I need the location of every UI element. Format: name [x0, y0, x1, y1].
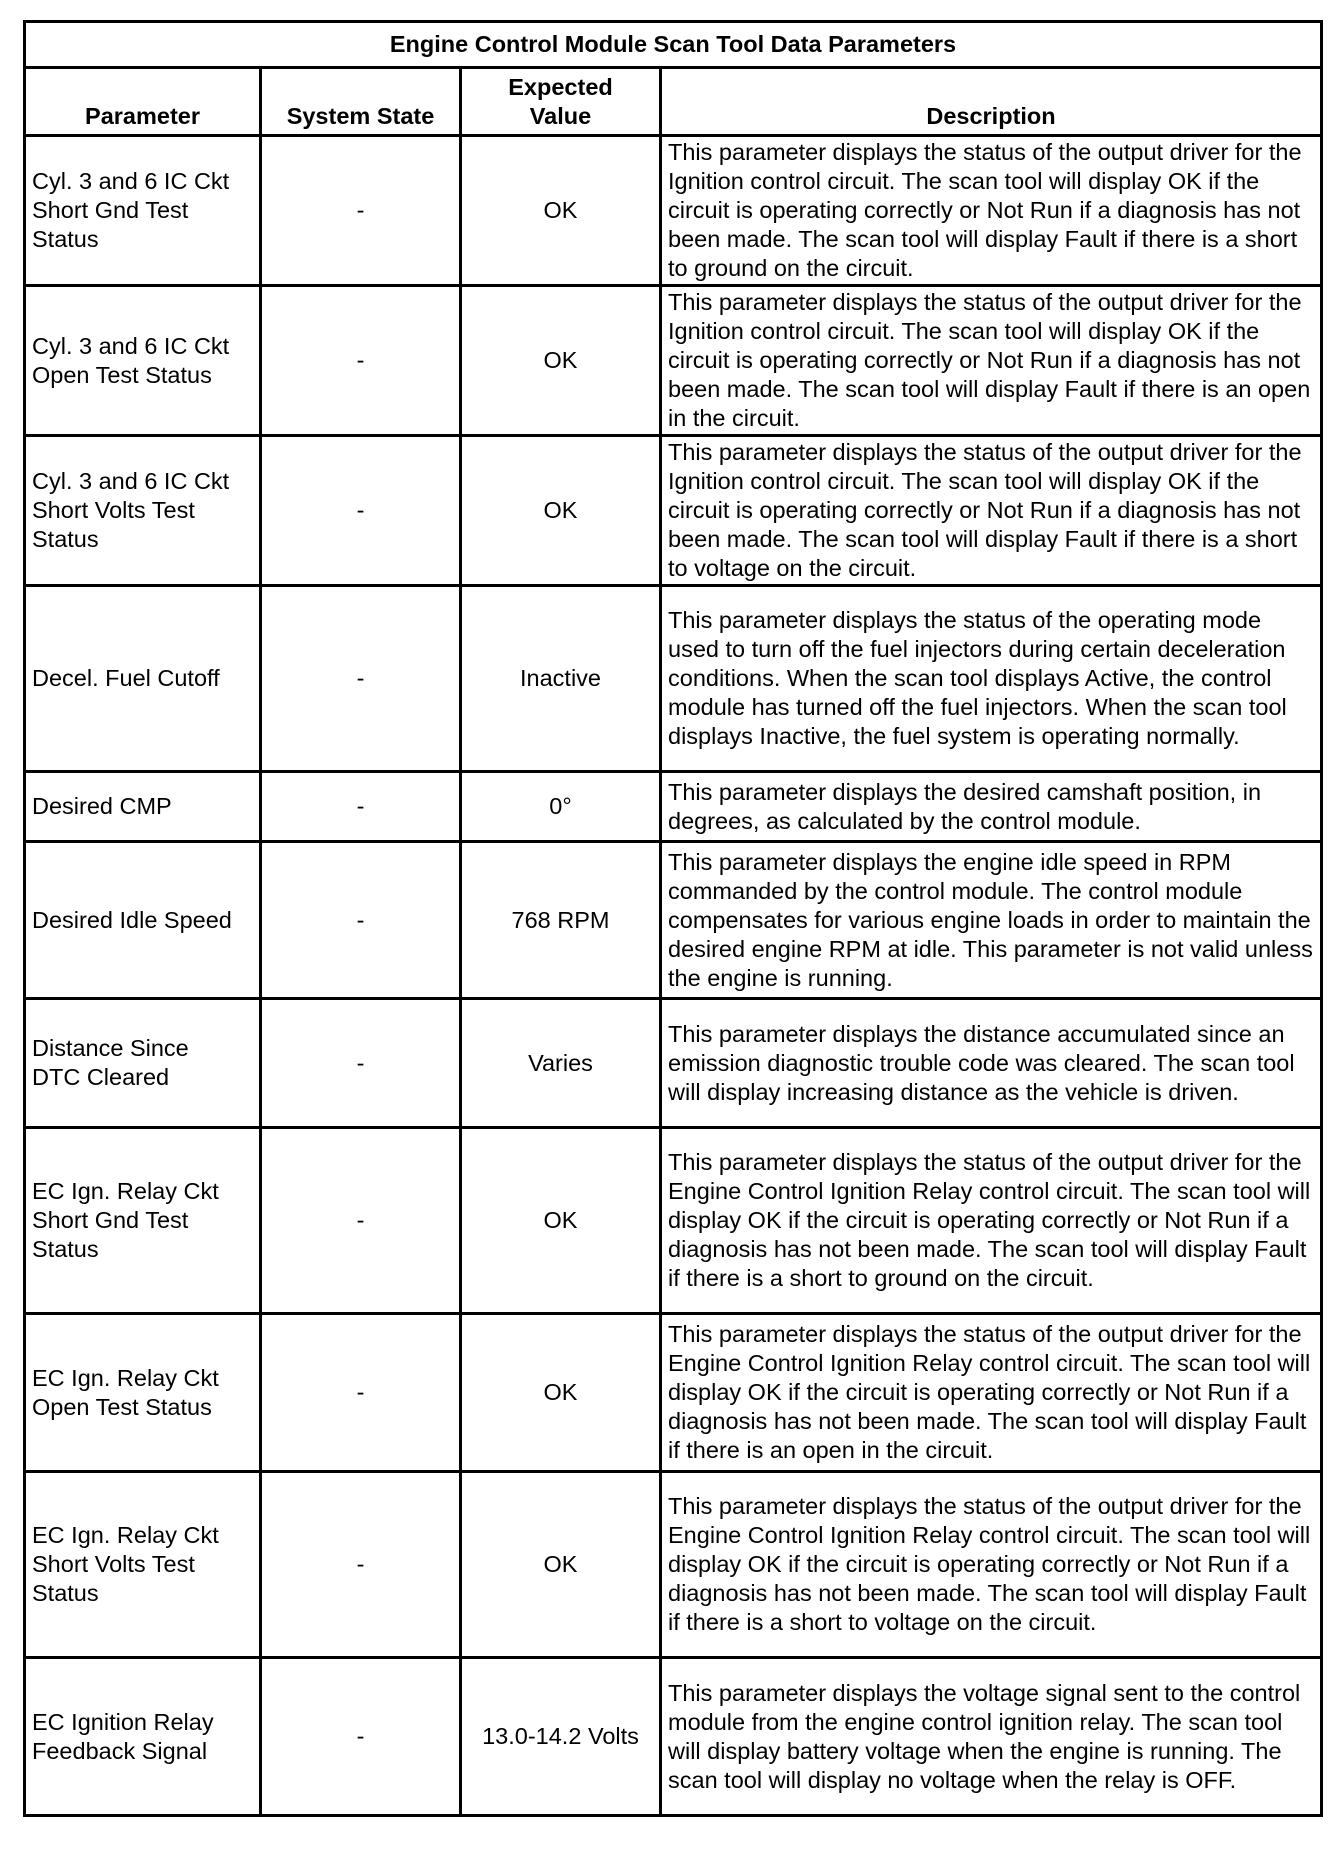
system-state-cell: -: [261, 842, 461, 999]
system-state-cell: -: [261, 999, 461, 1128]
parameter-cell: Cyl. 3 and 6 IC Ckt Short Gnd Test Status: [25, 136, 261, 286]
parameter-cell: EC Ign. Relay Ckt Open Test Status: [25, 1314, 261, 1472]
expected-value-cell: 0°: [461, 772, 661, 842]
system-state-cell: -: [261, 1314, 461, 1472]
expected-value-cell: 768 RPM: [461, 842, 661, 999]
header-description: Description: [661, 68, 1322, 136]
table-row: [25, 1658, 1322, 1816]
parameter-cell: Desired Idle Speed: [25, 842, 261, 999]
table-title-row: [25, 22, 1322, 68]
expected-value-cell: OK: [461, 136, 661, 286]
description-cell: This parameter displays the status of the output driver for the Engine Control Ignition Relay control circuit. The scan tool will display OK if the circuit is operating correctly or Not Run if a diagnosis has not been made. The scan tool will display Fault if there is an open in the circuit.: [661, 1314, 1322, 1472]
table-row: [25, 286, 1322, 436]
expected-value-cell: Varies: [461, 999, 661, 1128]
column-header-row: [25, 68, 1322, 136]
expected-value-cell: OK: [461, 1472, 661, 1658]
parameter-cell: EC Ign. Relay Ckt Short Volts Test Status: [25, 1472, 261, 1658]
table-row: [25, 436, 1322, 586]
description-cell: This parameter displays the status of the output driver for the Engine Control Ignition Relay control circuit. The scan tool will display OK if the circuit is operating correctly or Not Run if a diagnosis has not been made. The scan tool will display Fault if there is a short to ground on the circuit.: [661, 1128, 1322, 1314]
table-row: [25, 842, 1322, 999]
system-state-cell: -: [261, 1472, 461, 1658]
expected-value-cell: OK: [461, 1314, 661, 1472]
header-expected-value-label: Expected Value: [508, 74, 613, 129]
header-parameter: Parameter: [25, 68, 261, 136]
description-cell: This parameter displays the desired camshaft position, in degrees, as calculated by the control module.: [661, 772, 1322, 842]
system-state-cell: -: [261, 1128, 461, 1314]
table-row: [25, 999, 1322, 1128]
expected-value-cell: OK: [461, 436, 661, 586]
header-system-state: System State: [261, 68, 461, 136]
description-cell: This parameter displays the engine idle speed in RPM commanded by the control module. The control module compensates for various engine loads in order to maintain the desired engine RPM at idle. This parameter is not valid unless the engine is running.: [661, 842, 1322, 999]
header-expected-value: [461, 68, 661, 136]
system-state-cell: -: [261, 436, 461, 586]
parameter-cell: Decel. Fuel Cutoff: [25, 586, 261, 772]
parameter-cell: EC Ign. Relay Ckt Short Gnd Test Status: [25, 1128, 261, 1314]
system-state-cell: -: [261, 1658, 461, 1816]
description-cell: This parameter displays the status of the operating mode used to turn off the fuel injectors during certain deceleration conditions. When the scan tool displays Active, the control module has turned off the fuel injectors. When the scan tool displays Inactive, the fuel system is operating normally.: [661, 586, 1322, 772]
system-state-cell: -: [261, 586, 461, 772]
table-row: [25, 772, 1322, 842]
system-state-cell: -: [261, 136, 461, 286]
scan-tool-data-table: [23, 20, 1323, 1817]
table-title: Engine Control Module Scan Tool Data Parameters: [25, 22, 1322, 68]
description-cell: This parameter displays the status of the output driver for the Engine Control Ignition Relay control circuit. The scan tool will display OK if the circuit is operating correctly or Not Run if a diagnosis has not been made. The scan tool will display Fault if there is a short to voltage on the circuit.: [661, 1472, 1322, 1658]
description-cell: This parameter displays the status of the output driver for the Ignition control circuit. The scan tool will display OK if the circuit is operating correctly or Not Run if a diagnosis has not been made. The scan tool will display Fault if there is an open in the circuit.: [661, 286, 1322, 436]
parameter-cell: Cyl. 3 and 6 IC Ckt Short Volts Test Status: [25, 436, 261, 586]
system-state-cell: -: [261, 772, 461, 842]
table-body: [25, 136, 1322, 1816]
expected-value-cell: OK: [461, 286, 661, 436]
parameter-cell: Desired CMP: [25, 772, 261, 842]
expected-value-cell: OK: [461, 1128, 661, 1314]
table-row: [25, 1314, 1322, 1472]
parameter-cell: Cyl. 3 and 6 IC Ckt Open Test Status: [25, 286, 261, 436]
parameter-cell: EC Ignition Relay Feedback Signal: [25, 1658, 261, 1816]
description-cell: This parameter displays the status of the output driver for the Ignition control circuit. The scan tool will display OK if the circuit is operating correctly or Not Run if a diagnosis has not been made. The scan tool will display Fault if there is a short to voltage on the circuit.: [661, 436, 1322, 586]
parameter-cell: Distance Since DTC Cleared: [25, 999, 261, 1128]
expected-value-cell: Inactive: [461, 586, 661, 772]
system-state-cell: -: [261, 286, 461, 436]
description-cell: This parameter displays the voltage signal sent to the control module from the engine control ignition relay. The scan tool will display battery voltage when the engine is running. The scan tool will display no voltage when the relay is OFF.: [661, 1658, 1322, 1816]
expected-value-cell: 13.0-14.2 Volts: [461, 1658, 661, 1816]
table-row: [25, 1128, 1322, 1314]
description-cell: This parameter displays the status of the output driver for the Ignition control circuit. The scan tool will display OK if the circuit is operating correctly or Not Run if a diagnosis has not been made. The scan tool will display Fault if there is a short to ground on the circuit.: [661, 136, 1322, 286]
table-row: [25, 136, 1322, 286]
table-row: [25, 1472, 1322, 1658]
description-cell: This parameter displays the distance accumulated since an emission diagnostic trouble code was cleared. The scan tool will display increasing distance as the vehicle is driven.: [661, 999, 1322, 1128]
table-row: [25, 586, 1322, 772]
